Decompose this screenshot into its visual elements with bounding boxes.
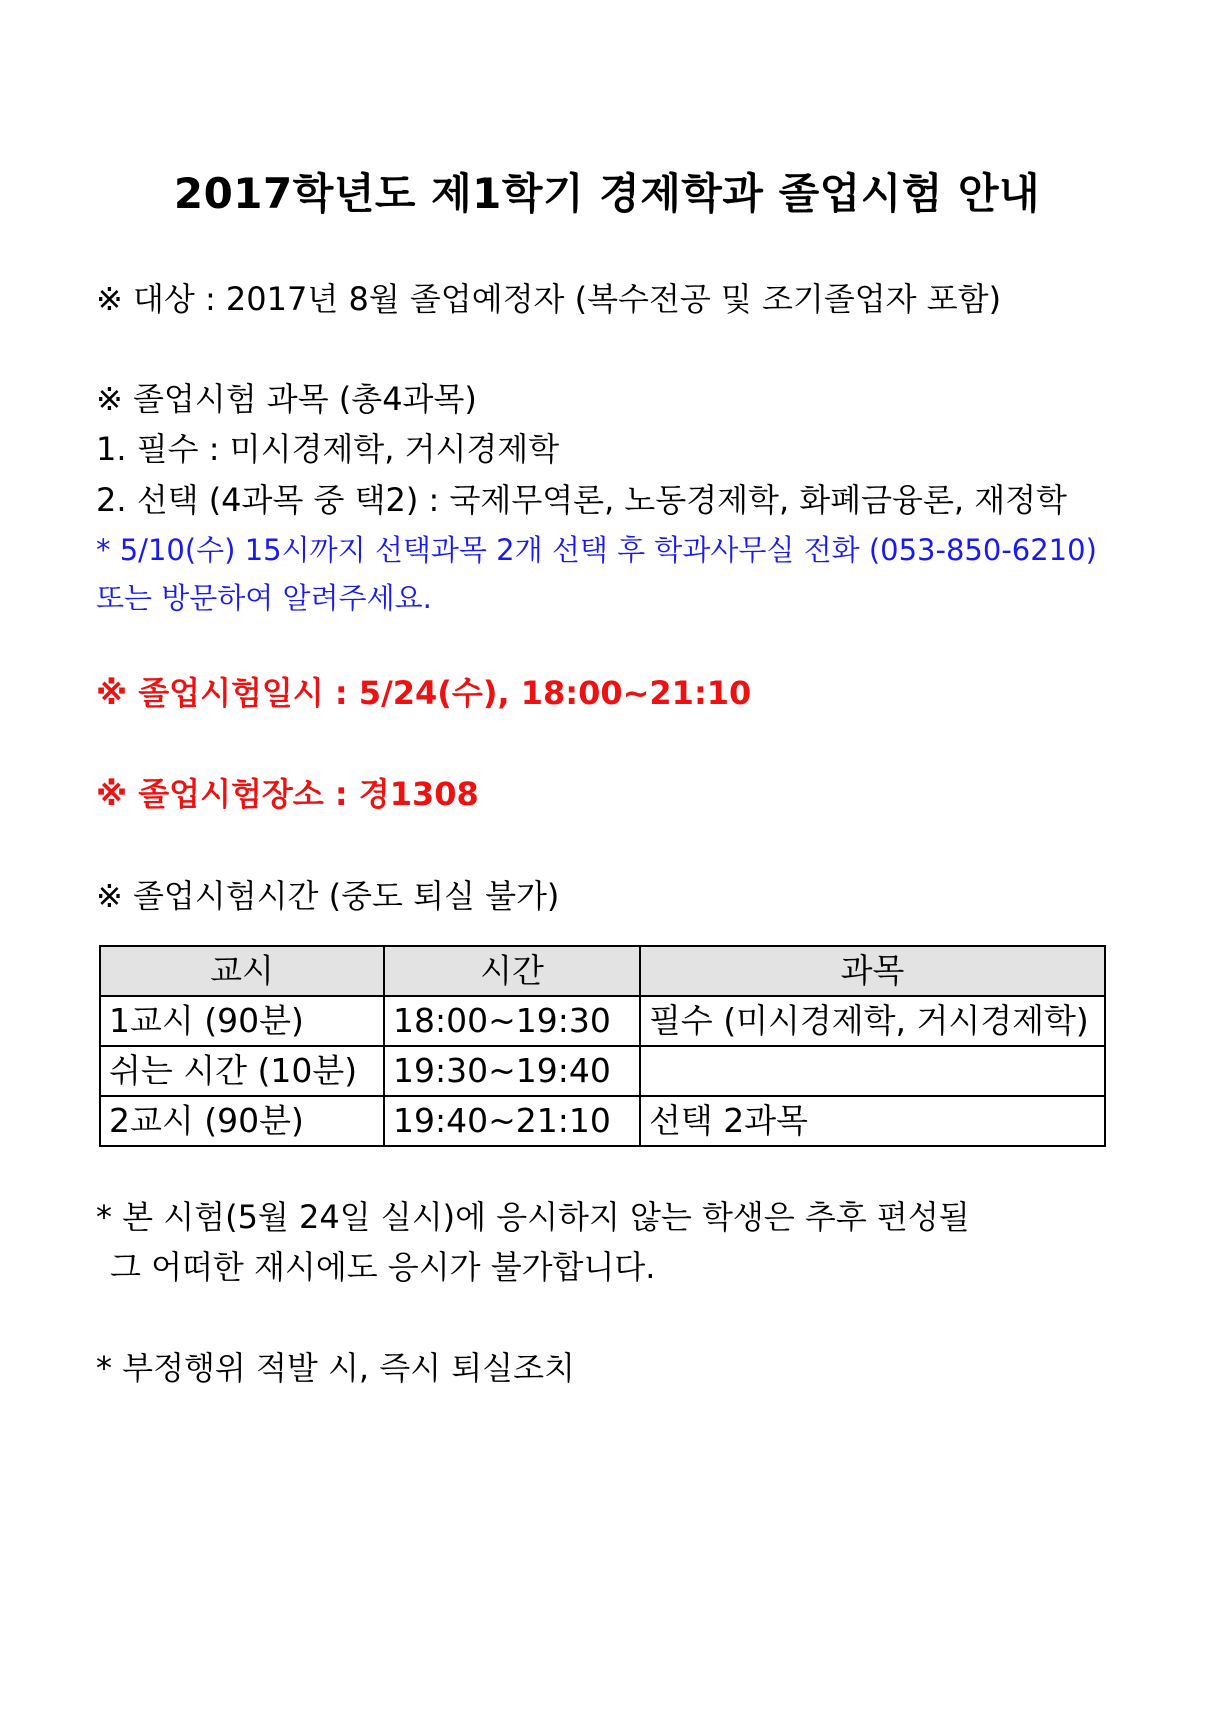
header-subject: 과목	[640, 946, 1105, 996]
retake-notice-line1: * 본 시험(5월 24일 실시)에 응시하지 않는 학생은 추후 편성될	[96, 1198, 970, 1236]
subject-cell: 선택 2과목	[640, 1096, 1105, 1146]
header-period: 교시	[100, 946, 384, 996]
elective-notice-line2: 또는 방문하여 알려주세요.	[96, 581, 432, 615]
period-cell: 1교시 (90분)	[100, 996, 384, 1046]
retake-notice-line2: 그 어떠한 재시에도 응시가 불가합니다.	[110, 1248, 656, 1286]
elective-subjects: 2. 선택 (4과목 중 택2) : 국제무역론, 노동경제학, 화폐금융론, 재정학	[96, 481, 1067, 519]
table-header-row	[100, 946, 1105, 996]
exam-schedule-table	[99, 945, 1106, 1147]
table-row	[100, 1096, 1105, 1146]
exam-place: ※ 졸업시험장소 : 경1308	[96, 775, 479, 813]
exam-time-heading: ※ 졸업시험시간 (중도 퇴실 불가)	[96, 877, 560, 915]
subject-cell: 필수 (미시경제학, 거시경제학)	[640, 996, 1105, 1046]
time-cell: 19:30~19:40	[384, 1046, 640, 1096]
period-cell: 쉬는 시간 (10분)	[100, 1046, 384, 1096]
required-subjects: 1. 필수 : 미시경제학, 거시경제학	[96, 430, 560, 468]
subject-cell	[640, 1046, 1105, 1096]
document-title: 2017학년도 제1학기 경제학과 졸업시험 안내	[173, 169, 1041, 218]
table-row	[100, 1046, 1105, 1096]
subjects-heading: ※ 졸업시험 과목 (총4과목)	[96, 380, 477, 418]
exam-datetime: ※ 졸업시험일시 : 5/24(수), 18:00~21:10	[96, 674, 752, 712]
time-cell: 19:40~21:10	[384, 1096, 640, 1146]
table-row	[100, 996, 1105, 1046]
target-line: ※ 대상 : 2017년 8월 졸업예정자 (복수전공 및 조기졸업자 포함)	[96, 280, 1002, 318]
period-cell: 2교시 (90분)	[100, 1096, 384, 1146]
cheating-notice: * 부정행위 적발 시, 즉시 퇴실조치	[96, 1349, 575, 1387]
header-time: 시간	[384, 946, 640, 996]
time-cell: 18:00~19:30	[384, 996, 640, 1046]
elective-notice-line1: * 5/10(수) 15시까지 선택과목 2개 선택 후 학과사무실 전화 (053-850-6210)	[96, 533, 1097, 567]
